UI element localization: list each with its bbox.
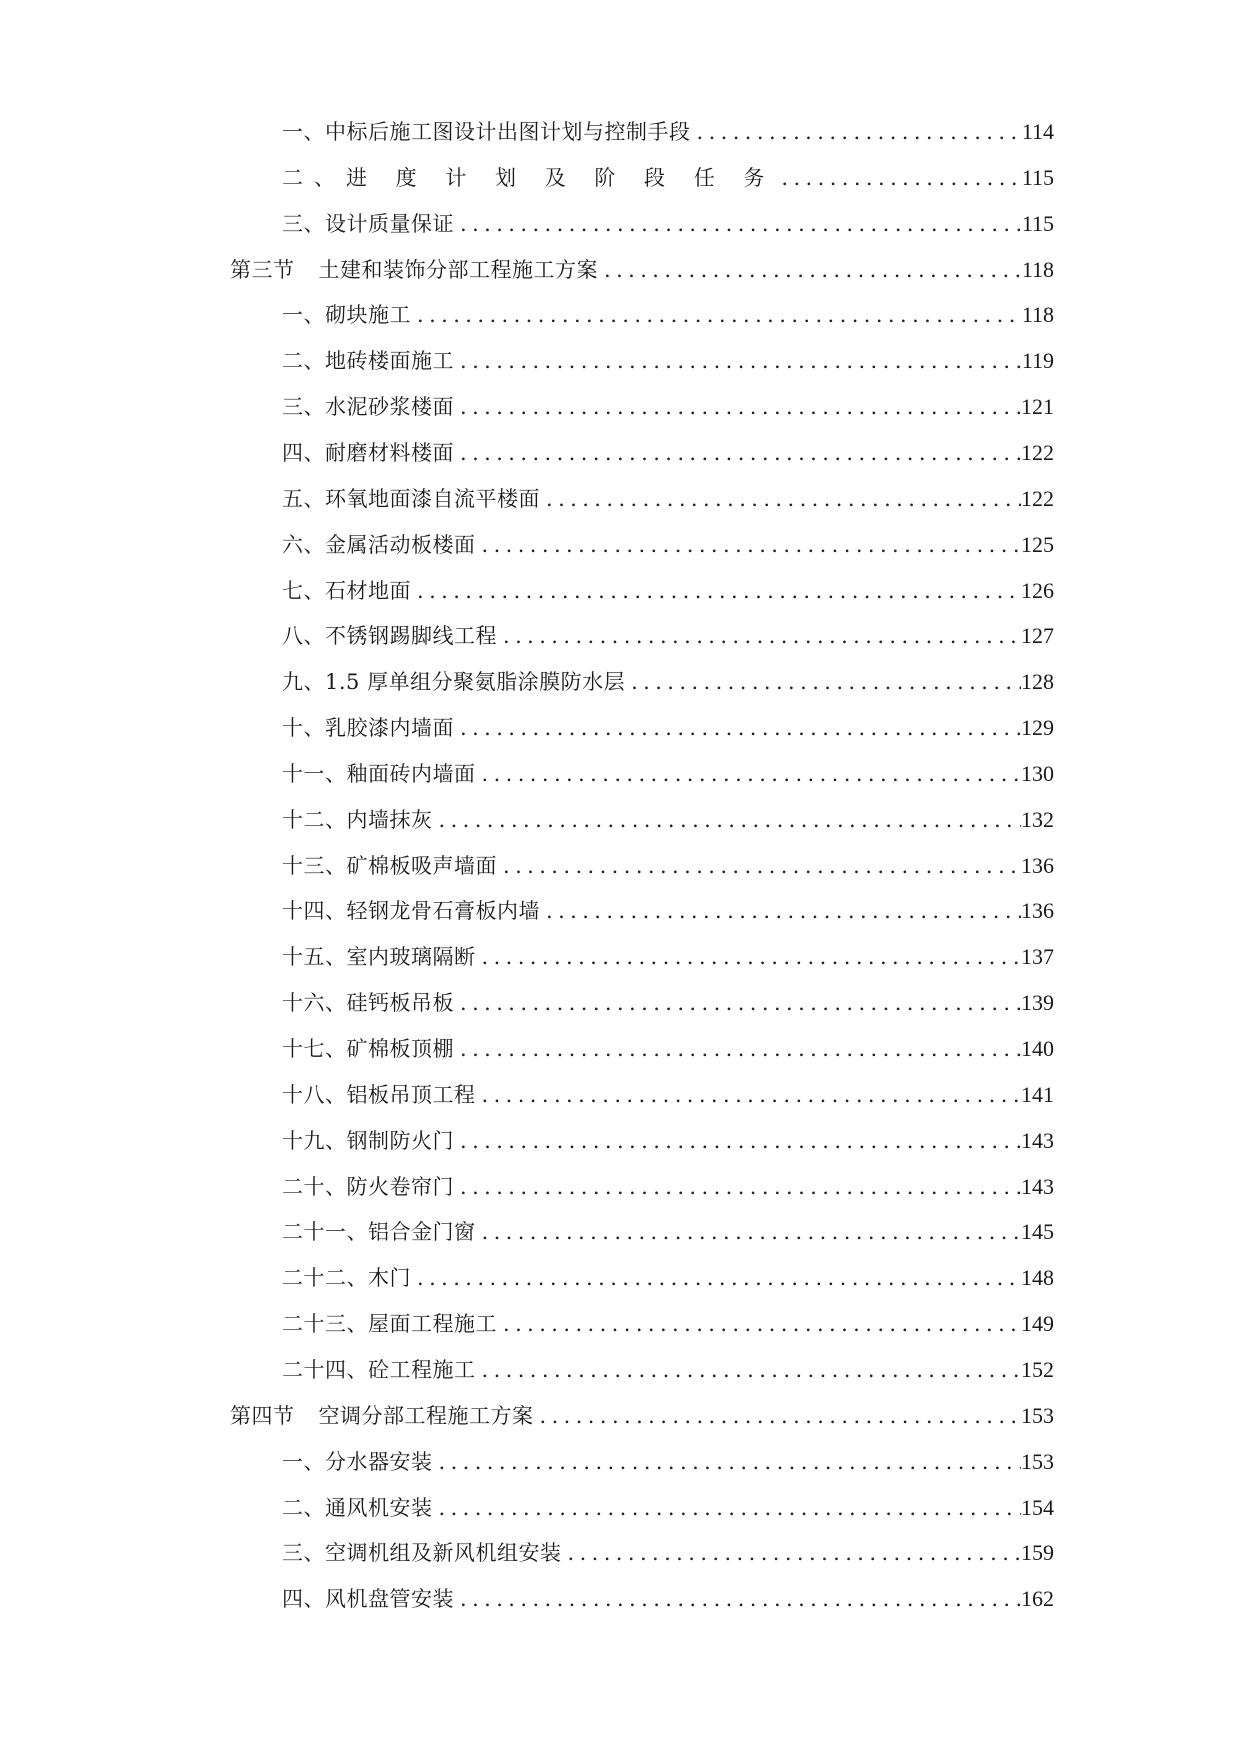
toc-leader-dots: [476, 1081, 1022, 1109]
toc-page-number: 129: [1021, 715, 1054, 741]
toc-leader-dots: [411, 1264, 1021, 1292]
toc-page-number: 152: [1021, 1356, 1054, 1382]
toc-page-number: 127: [1021, 623, 1054, 649]
toc-leader-dots: [497, 852, 1021, 880]
toc-page-number: 145: [1021, 1219, 1054, 1245]
toc-page-number: 140: [1021, 1036, 1054, 1061]
toc-entry[interactable]: [282, 662, 1054, 696]
toc-page-number: 137: [1021, 944, 1054, 970]
toc-leader-dots: [454, 1127, 1021, 1155]
toc-page-number: 122: [1021, 485, 1054, 511]
toc-leader-dots: [454, 439, 1021, 467]
toc-leader-dots: [497, 1310, 1021, 1338]
toc-entry[interactable]: [282, 1212, 1054, 1246]
toc-leader-dots: [540, 485, 1021, 513]
toc-entry-title: 十二、内墙抹灰: [282, 807, 433, 832]
toc-page-number: 136: [1021, 898, 1054, 924]
toc-entry[interactable]: [282, 1442, 1054, 1476]
toc-entry-title: 三、空调机组及新风机组安装: [282, 1541, 562, 1566]
toc-entry-title: 二、通风机安装: [282, 1495, 433, 1520]
toc-entry-title: 八、不锈钢踢脚线工程: [282, 624, 497, 649]
toc-entry[interactable]: [282, 158, 1054, 192]
toc-entry-title: 十九、钢制防火门: [282, 1128, 454, 1153]
toc-page-number: 115: [1021, 164, 1054, 190]
toc-entry-title: 一、中标后施工图设计出图计划与控制手段: [282, 120, 691, 144]
toc-leader-dots: [433, 806, 1022, 834]
toc-entry[interactable]: [282, 341, 1054, 375]
toc-page-number: 128: [1021, 669, 1054, 695]
toc-leader-dots: [540, 897, 1021, 925]
toc-section-title: 空调分部工程施工方案: [318, 1403, 534, 1428]
toc-page-number: 148: [1021, 1265, 1054, 1291]
toc-leader-dots: [476, 1218, 1022, 1246]
toc-leader-dots: [454, 1035, 1021, 1063]
toc-entry-title: 九、1.5 厚单组分聚氨脂涂膜防水层: [282, 670, 626, 695]
toc-leader-dots: [625, 668, 1021, 696]
toc-leader-dots: [562, 1539, 1022, 1567]
toc-entry[interactable]: [282, 1258, 1054, 1292]
toc-leader-dots: [433, 1494, 1022, 1522]
toc-leader-dots: [534, 1402, 1022, 1430]
toc-entry[interactable]: [282, 479, 1054, 513]
toc-entry[interactable]: [282, 937, 1054, 971]
toc-page-number: 125: [1021, 531, 1054, 557]
toc-page-number: 149: [1021, 1311, 1054, 1337]
toc-page-number: 130: [1021, 760, 1054, 786]
toc-entry-title: 二十二、木门: [282, 1266, 411, 1291]
toc-entry[interactable]: [282, 571, 1054, 605]
toc-page-number: 126: [1021, 577, 1054, 603]
toc-page-number: 114: [1021, 119, 1054, 144]
toc-entry-title: 二十三、屋面工程施工: [282, 1312, 497, 1337]
toc-entry[interactable]: [282, 1121, 1054, 1155]
toc-page-number: 154: [1021, 1494, 1054, 1520]
toc-entry[interactable]: [282, 1533, 1054, 1567]
toc-leader-dots: [411, 577, 1021, 605]
toc-entry-title: 十八、铝板吊顶工程: [282, 1082, 476, 1107]
toc-entry-title: 七、石材地面: [282, 578, 411, 603]
toc-page-number: 153: [1021, 1402, 1054, 1428]
toc-entry-title: 五、环氧地面漆自流平楼面: [282, 486, 540, 511]
toc-entry[interactable]: [282, 1579, 1054, 1613]
toc-entry-title: 十五、室内玻璃隔断: [282, 945, 476, 970]
toc-entry-title: 六、金属活动板楼面: [282, 532, 476, 557]
toc-entry[interactable]: [282, 1075, 1054, 1109]
toc-entry[interactable]: [282, 1350, 1054, 1384]
toc-entry-title: [230, 1402, 534, 1430]
toc-entry[interactable]: [282, 983, 1054, 1017]
toc-entry[interactable]: [282, 387, 1054, 421]
toc-page-number: 132: [1021, 806, 1054, 832]
toc-section-title: 土建和装饰分部工程施工方案: [318, 257, 598, 282]
toc-entry[interactable]: [282, 754, 1054, 788]
toc-leader-dots: [454, 989, 1021, 1017]
toc-page-number: 143: [1021, 1173, 1054, 1199]
toc-leader-dots: [691, 118, 1022, 146]
toc-page-number: 115: [1021, 210, 1054, 236]
toc-leader-dots: [476, 943, 1022, 971]
toc-entry[interactable]: [282, 708, 1054, 742]
toc-entry-title: 十七、矿棉板顶棚: [282, 1037, 454, 1061]
toc-leader-dots: [411, 301, 1022, 329]
toc-entry-title: 十六、硅钙板吊板: [282, 991, 454, 1016]
toc-leader-dots: [476, 1356, 1022, 1384]
toc-entry[interactable]: [282, 112, 1054, 146]
toc-entry-title: 十、乳胶漆内墙面: [282, 716, 454, 741]
toc-page-number: 118: [1021, 256, 1054, 282]
toc-leader-dots: [454, 210, 1022, 238]
toc-page-number: 153: [1021, 1448, 1054, 1474]
toc-page-number: 122: [1021, 439, 1054, 465]
toc-entry-title: 三、设计质量保证: [282, 211, 454, 236]
toc-entry[interactable]: [282, 433, 1054, 467]
toc-entry[interactable]: [282, 800, 1054, 834]
toc-entry-title: 十四、轻钢龙骨石膏板内墙: [282, 899, 540, 924]
toc-leader-dots: [454, 347, 1022, 375]
toc-leader-dots: [454, 1173, 1021, 1201]
toc-entry[interactable]: [282, 891, 1054, 925]
toc-page-number: 121: [1021, 394, 1054, 420]
toc-entry-title: 二十一、铝合金门窗: [282, 1220, 476, 1245]
toc-entry[interactable]: [282, 295, 1054, 329]
toc-leader-dots: [476, 531, 1022, 559]
toc-entry[interactable]: [282, 1488, 1054, 1522]
toc-page-number: 141: [1021, 1081, 1054, 1107]
toc-entry-title: 十三、矿棉板吸声墙面: [282, 853, 497, 878]
toc-entry-title: 三、水泥砂浆楼面: [282, 395, 454, 420]
toc-entry[interactable]: [282, 204, 1054, 238]
toc-section-entry[interactable]: [230, 1396, 1054, 1430]
toc-page-number: 159: [1021, 1540, 1054, 1566]
toc-leader-dots: [497, 622, 1021, 650]
toc-entry[interactable]: [282, 846, 1054, 880]
toc-entry[interactable]: [282, 1029, 1054, 1063]
toc-entry-title: [230, 256, 598, 284]
toc-leader-dots: [454, 1585, 1021, 1613]
toc-page-number: 119: [1021, 348, 1054, 374]
toc-page-number: 139: [1021, 990, 1054, 1016]
toc-leader-dots: [454, 393, 1021, 421]
toc-entry-title: 一、分水器安装: [282, 1449, 433, 1474]
toc-entry-title: 十一、釉面砖内墙面: [282, 761, 476, 786]
toc-entry[interactable]: [282, 616, 1054, 650]
toc-page-number: 136: [1021, 852, 1054, 878]
toc-section-entry[interactable]: [230, 250, 1054, 284]
toc-leader-dots: [433, 1448, 1022, 1476]
toc-section-number: 第三节: [230, 257, 295, 282]
toc-entry-title: 二十四、砼工程施工: [282, 1357, 476, 1382]
toc-leader-dots: [454, 714, 1021, 742]
toc-entry[interactable]: [282, 1304, 1054, 1338]
toc-page-number: 143: [1021, 1127, 1054, 1153]
toc-entry-title: 一、砌块施工: [282, 303, 411, 328]
toc-entry-title: 二、地砖楼面施工: [282, 349, 454, 374]
toc-leader-dots: [775, 164, 1021, 192]
toc-section-number: 第四节: [230, 1403, 295, 1428]
toc-leader-dots: [476, 760, 1022, 788]
toc-entry-title: 二、进 度 计 划 及 阶 段 任 务: [282, 165, 776, 190]
toc-page-number: 162: [1021, 1586, 1054, 1612]
toc-entry[interactable]: [282, 525, 1054, 559]
toc-entry-title: 四、耐磨材料楼面: [282, 440, 454, 465]
toc-entry-title: 四、风机盘管安装: [282, 1587, 454, 1612]
toc-entry[interactable]: [282, 1167, 1054, 1201]
toc-leader-dots: [598, 256, 1022, 284]
toc-entry-title: 二十、防火卷帘门: [282, 1174, 454, 1199]
toc-page-number: 118: [1021, 302, 1054, 328]
